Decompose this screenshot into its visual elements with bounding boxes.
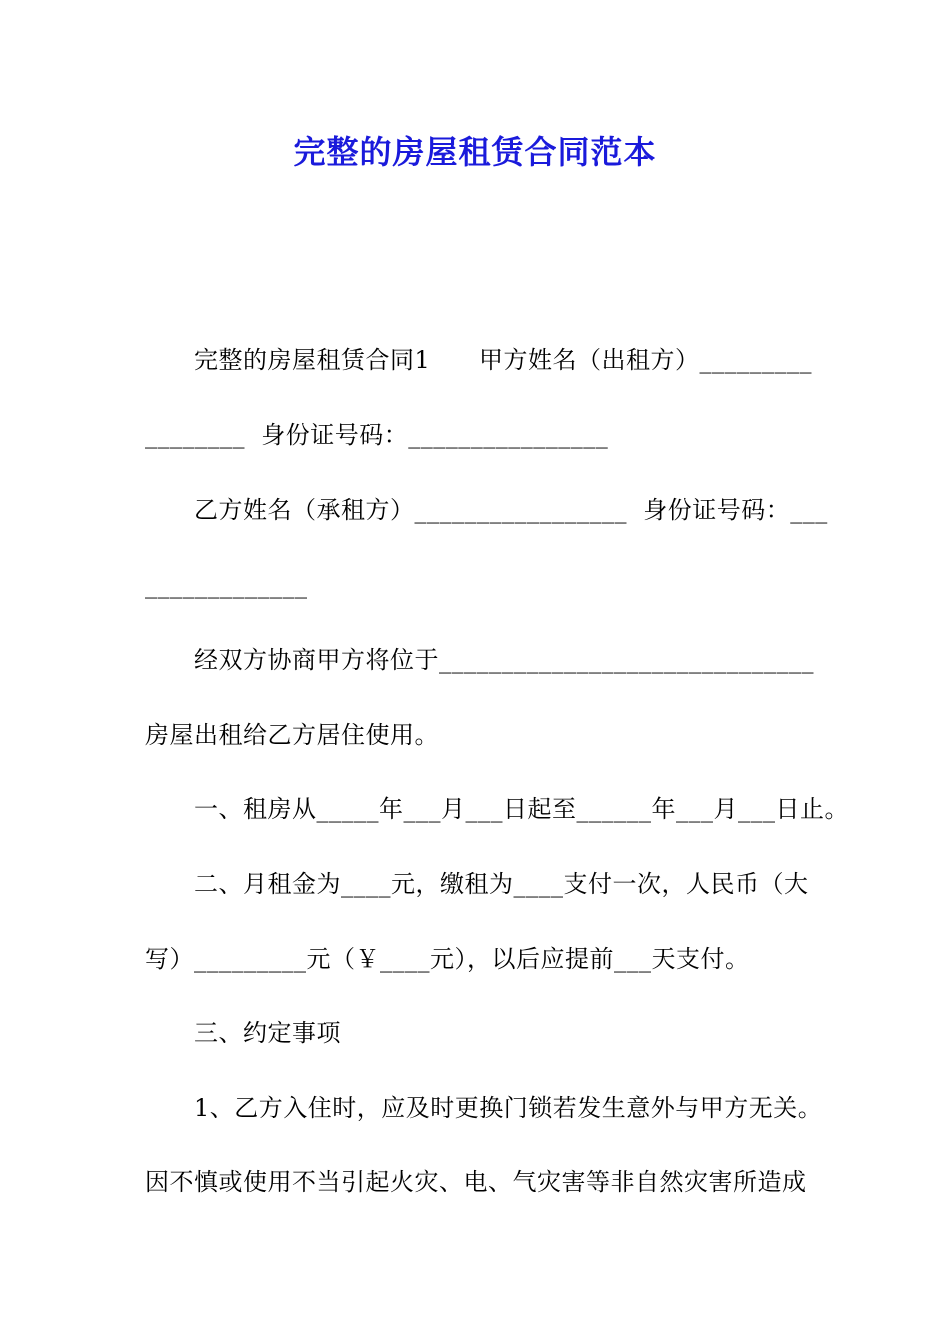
body-line-rental-purpose: 房屋出租给乙方居住使用。 [145,721,439,749]
clause-2-monthly-rent: 二、月租金为____元，缴租为____支付一次，人民币（大 [194,870,809,898]
clause-3-item-1-continued: 因不慎或使用不当引起火灾、电、气灾害等非自然灾害所造成 [145,1168,807,1196]
document-title: 完整的房屋租赁合同范本 [293,133,657,171]
body-line-contract-header: 完整的房屋租赁合同1 甲方姓名（出租方）_________ [194,346,813,374]
body-line-tenant-name: 乙方姓名（承租方）_________________ 身份证号码：___ [194,496,828,524]
clause-3-heading: 三、约定事项 [194,1019,341,1047]
clause-3-item-1: 1、乙方入住时，应及时更换门锁若发生意外与甲方无关。 [194,1094,823,1122]
clause-2-rent-continued: 写）_________元（￥____元），以后应提前___天支付。 [145,945,750,973]
clause-1-lease-term: 一、租房从_____年___月___日起至______年___月___日止。 [194,795,849,823]
body-line-property-location: 经双方协商甲方将位于______________________________ [194,646,814,674]
body-line-landlord-id: ________ 身份证号码：________________ [145,421,609,449]
body-line-tenant-id: _____________ [145,571,308,599]
